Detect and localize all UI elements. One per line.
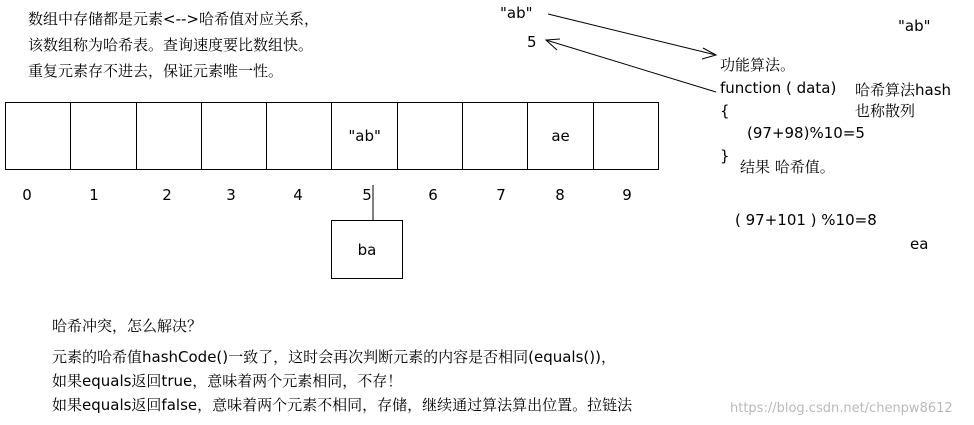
hash-expression: (97+98)%10=5 (747, 124, 865, 142)
collision-line-1: 元素的哈希值hashCode()一致了，这时会再次判断元素的内容是否相同(equals())， (52, 348, 616, 366)
arrow-ab-to-function (548, 14, 716, 55)
collision-line-3: 如果equals返回false，意味着两个元素不相同，存储，继续通过算法算出位置。拉链法 (52, 396, 633, 414)
collision-line-2: 如果equals返回true，意味着两个元素相同，不存！ (52, 372, 403, 390)
hash-algorithm-label: 哈希算法hash (855, 81, 952, 99)
index-2: 2 (162, 186, 172, 204)
arrow-result-to-five (546, 40, 716, 92)
note-line-1: 数组中存储都是元素<-->哈希值对应关系， (28, 10, 319, 28)
hash-cell-8: ae (528, 103, 593, 169)
index-7: 7 (496, 186, 506, 204)
algorithm-title: 功能算法。 (720, 56, 796, 74)
chain-node: ba (331, 220, 403, 279)
index-0: 0 (22, 186, 32, 204)
ab-label: "ab" (500, 4, 533, 22)
ea-label: ea (910, 235, 929, 253)
hash-cell-5: "ab" (332, 103, 397, 169)
close-brace: } (720, 147, 730, 165)
open-brace: { (720, 102, 730, 120)
index-8: 8 (555, 186, 565, 204)
index-4: 4 (293, 186, 303, 204)
alias-label: 也称散列 (855, 102, 916, 120)
result-label: 结果 哈希值。 (740, 158, 835, 176)
index-1: 1 (89, 186, 99, 204)
collision-question: 哈希冲突，怎么解决？ (52, 317, 203, 335)
ab-label-right: "ab" (898, 17, 931, 35)
index-6: 6 (428, 186, 438, 204)
watermark: https://blog.csdn.net/chenpw8612 (730, 401, 953, 416)
hash-value-five: 5 (527, 33, 537, 51)
note-line-3: 重复元素存不进去，保证元素唯一性。 (28, 62, 284, 80)
index-5: 5 (362, 186, 372, 204)
note-line-2: 该数组称为哈希表。查询速度要比数组快。 (28, 36, 314, 54)
function-signature: function ( data) (720, 79, 837, 97)
index-9: 9 (622, 186, 632, 204)
index-3: 3 (226, 186, 236, 204)
hash-expression-2: ( 97+101 ) %10=8 (735, 211, 877, 229)
